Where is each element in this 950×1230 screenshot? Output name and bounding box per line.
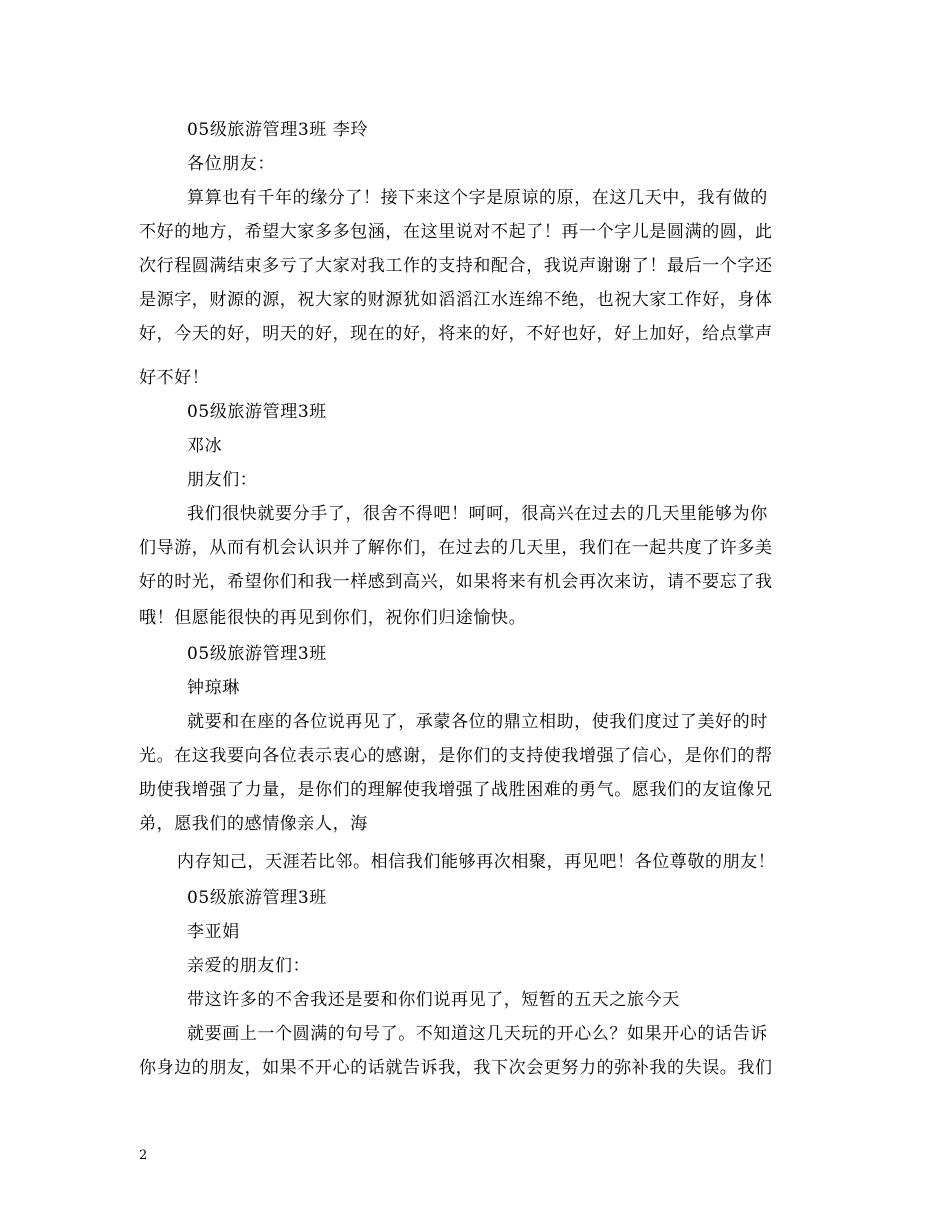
page-number: 2 <box>139 1148 148 1163</box>
text-line: 邓冰 <box>187 436 223 456</box>
text-line: 哦！但愿能很快的再见到你们，祝你们归途愉快。 <box>139 608 527 628</box>
text-line: 你身边的朋友，如果不开心的话就告诉我，我下次会更努力的弥补我的失误。我们 <box>139 1058 773 1078</box>
text-line: 李亚娟 <box>187 922 240 942</box>
text-line: 内存知己，天涯若比邻。相信我们能够再次相聚，再见吧！各位尊敬的朋友！ <box>177 852 776 872</box>
text-line: 钟琼琳 <box>187 678 240 698</box>
text-line: 朋友们： <box>187 470 258 490</box>
text-line: 我们很快就要分手了，很舍不得吧！呵呵，很高兴在过去的几天里能够为你 <box>187 504 768 524</box>
text-line: 次行程圆满结束多亏了大家对我工作的支持和配合，我说声谢谢了！最后一个字还 <box>139 256 773 276</box>
text-line: 05级旅游管理3班 <box>187 888 327 908</box>
text-line: 带这许多的不舍我还是要和你们说再见了，短暂的五天之旅今天 <box>187 990 680 1010</box>
text-line: 就要画上一个圆满的句号了。不知道这几天玩的开心么？如果开心的话告诉 <box>187 1024 768 1044</box>
text-line: 光。在这我要向各位表示衷心的感谢，是你们的支持使我增强了信心，是你们的帮 <box>139 746 773 766</box>
text-line: 们导游，从而有机会认识并了解你们，在过去的几天里，我们在一起共度了许多美 <box>139 538 773 558</box>
text-line: 好的时光，希望你们和我一样感到高兴，如果将来有机会再次来访，请不要忘了我 <box>139 572 773 592</box>
text-line: 不好的地方，希望大家多多包涵，在这里说对不起了！再一个字儿是圆满的圆，此 <box>139 222 773 242</box>
text-line: 弟，愿我们的感情像亲人，海 <box>139 814 368 834</box>
text-line: 是源字，财源的源，祝大家的财源犹如滔滔江水连绵不绝，也祝大家工作好，身体 <box>139 290 773 310</box>
text-line: 好，今天的好，明天的好，现在的好，将来的好，不好也好，好上加好，给点掌声 <box>139 324 773 344</box>
text-line: 助使我增强了力量，是你们的理解使我增强了战胜困难的勇气。愿我们的友谊像兄 <box>139 780 773 800</box>
text-line: 05级旅游管理3班 <box>187 402 327 422</box>
text-line: 算算也有千年的缘分了！接下来这个字是原谅的原，在这几天中，我有做的 <box>187 188 768 208</box>
text-line: 亲爱的朋友们： <box>187 956 311 976</box>
text-line: 好不好！ <box>139 368 210 388</box>
text-line: 05级旅游管理3班 李玲 <box>187 120 369 140</box>
text-line: 就要和在座的各位说再见了，承蒙各位的鼎立相助，使我们度过了美好的时 <box>187 712 768 732</box>
text-line: 05级旅游管理3班 <box>187 644 327 664</box>
text-line: 各位朋友： <box>187 154 275 174</box>
